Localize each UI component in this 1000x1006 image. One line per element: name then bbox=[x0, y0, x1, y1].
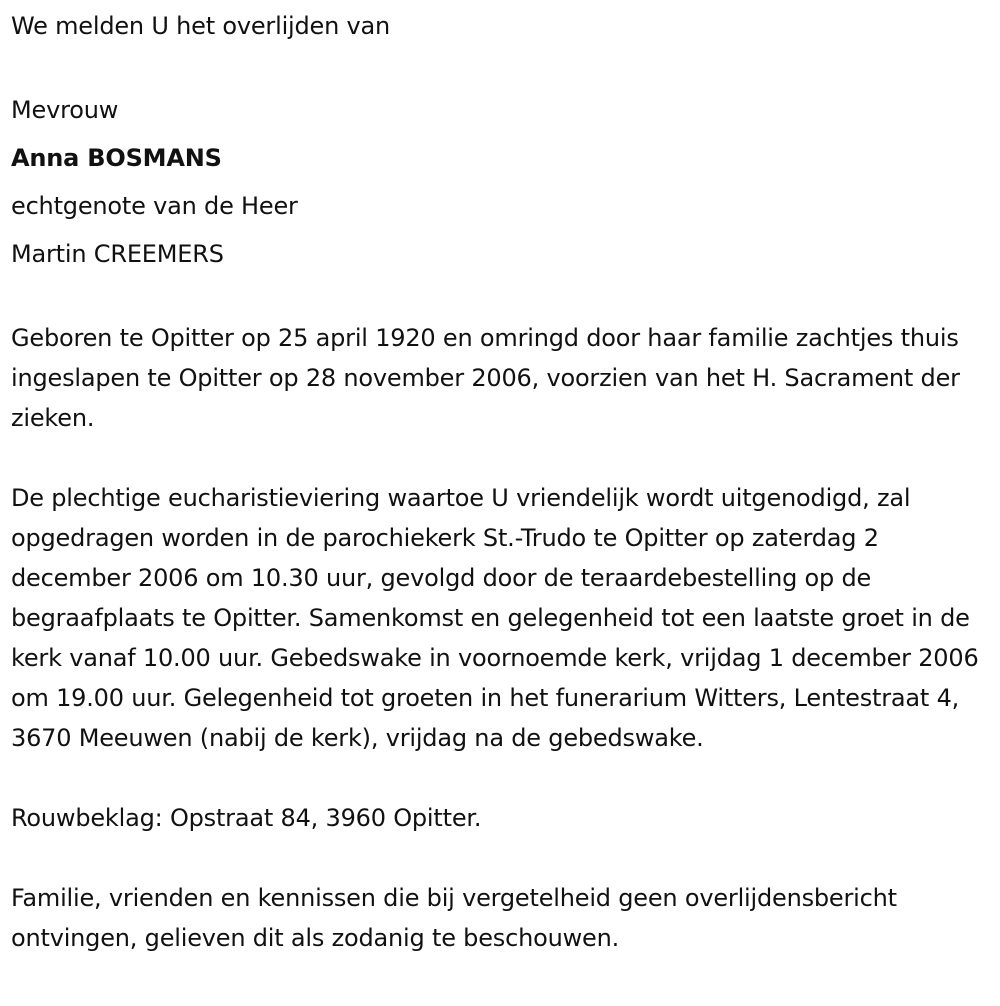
condolences-paragraph: Rouwbeklag: Opstraat 84, 3960 Opitter. bbox=[11, 804, 482, 832]
title: Mevrouw bbox=[11, 96, 119, 124]
spacer bbox=[11, 758, 991, 798]
deceased-name: Anna BOSMANS bbox=[11, 144, 222, 172]
spouse-label: echtgenote van de Heer bbox=[11, 192, 298, 220]
death-notice bbox=[11, 0, 991, 958]
intro-text: We melden U het overlijden van bbox=[11, 12, 391, 40]
spacer bbox=[11, 838, 991, 878]
spacer bbox=[11, 278, 991, 318]
name-block bbox=[11, 86, 991, 278]
spacer bbox=[11, 46, 991, 86]
spacer bbox=[11, 438, 991, 478]
birth-death-paragraph: Geboren te Opitter op 25 april 1920 en omringd door haar familie zachtjes thuis ingeslapen te Opitter op 28 november 2006, voorzien van het H. Sacrament der zieken. bbox=[11, 324, 960, 432]
ceremony-paragraph: De plechtige eucharistieviering waartoe U vriendelijk wordt uitgenodigd, zal opgedragen worden in de parochiekerk St.-Trudo te Opitter op zaterdag 2 december 2006 om 10.30 uur, gevolgd door de teraardebestelling op de begraafplaats te Opitter. Samenkomst en gelegenheid tot een laatste groet in de kerk vanaf 10.00 uur. Gebedswake in voornoemde kerk, vrijdag 1 december 2006 om 19.00 uur. Gelegenheid tot groeten in het funerarium Witters, Lentestraat 4, 3670 Meeuwen (nabij de kerk), vrijdag na de gebedswake. bbox=[11, 484, 979, 752]
closing-paragraph: Familie, vrienden en kennissen die bij vergetelheid geen overlijdensbericht ontvingen, gelieven dit als zodanig te beschouwen. bbox=[11, 884, 897, 952]
spouse-name: Martin CREEMERS bbox=[11, 240, 224, 268]
